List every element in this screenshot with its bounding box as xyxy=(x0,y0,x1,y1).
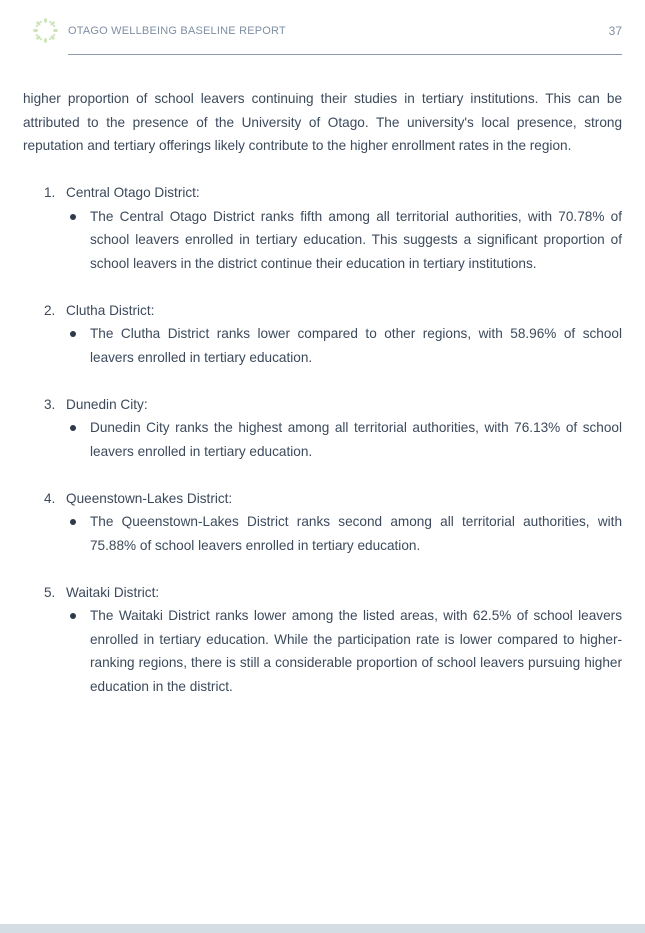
list-item xyxy=(23,487,622,558)
bullet-icon xyxy=(70,214,76,220)
bullet-item xyxy=(23,205,622,276)
list-item xyxy=(23,299,622,370)
footer-bar xyxy=(0,924,645,933)
bullet-list xyxy=(23,510,622,557)
bullet-item xyxy=(23,322,622,369)
bullet-list xyxy=(23,322,622,369)
list-item-number: 4. xyxy=(44,490,56,506)
bullet-icon xyxy=(70,425,76,431)
list-item xyxy=(23,581,622,699)
bullet-item xyxy=(23,510,622,557)
list-item-heading xyxy=(23,487,622,511)
intro-paragraph: higher proportion of school leavers continuing their studies in tertiary institutions. This can be attributed to the presence of the University of Otago. The university's local presence, strong reputation and tertiary offerings likely contribute to the higher enrollment rates in the region. xyxy=(23,91,622,153)
bullet-list xyxy=(23,205,622,276)
bullet-icon xyxy=(70,519,76,525)
bullet-icon xyxy=(70,613,76,619)
list-item-heading xyxy=(23,299,622,323)
page-content xyxy=(23,87,622,722)
district-name: Waitaki District: xyxy=(66,584,160,600)
district-name: Clutha District: xyxy=(66,302,155,318)
page-header xyxy=(0,0,645,56)
list-item-number: 2. xyxy=(44,302,56,318)
list-item-number: 5. xyxy=(44,584,56,600)
bullet-text: The Queenstown-Lakes District ranks second among all territorial authorities, with 75.88% of school leavers enrolled in tertiary education. xyxy=(90,514,622,553)
bullet-icon xyxy=(70,331,76,337)
bullet-list xyxy=(23,416,622,463)
list-item-heading xyxy=(23,393,622,417)
list-item xyxy=(23,393,622,464)
header-divider xyxy=(68,54,622,55)
bullet-text: Dunedin City ranks the highest among all territorial authorities, with 76.13% of school leavers enrolled in tertiary education. xyxy=(90,420,622,459)
page-number: 37 xyxy=(608,24,622,38)
list-item-number: 3. xyxy=(44,396,56,412)
list-item-number: 1. xyxy=(44,185,56,200)
list-item xyxy=(23,181,622,275)
leaf-wreath-logo-icon xyxy=(33,18,58,43)
district-list xyxy=(23,181,622,698)
list-item-heading xyxy=(23,181,622,205)
list-item-heading xyxy=(23,581,622,605)
district-name: Queenstown-Lakes District: xyxy=(66,490,233,506)
bullet-item xyxy=(23,604,622,698)
district-name: Dunedin City: xyxy=(66,396,148,412)
report-title: OTAGO WELLBEING BASELINE REPORT xyxy=(68,25,286,37)
bullet-text: The Clutha District ranks lower compared to other regions, with 58.96% of school leavers enrolled in tertiary education. xyxy=(90,326,622,365)
bullet-item xyxy=(23,416,622,463)
bullet-text: The Central Otago District ranks fifth among all territorial authorities, with 70.78% of school leavers enrolled in tertiary education. This suggests a significant proportion of school leavers in the district continue their education in tertiary institutions. xyxy=(90,208,622,271)
bullet-text: The Waitaki District ranks lower among the listed areas, with 62.5% of school leavers enrolled in tertiary education. While the participation rate is lower compared to higher-ranking regions, there is still a considerable proportion of school leavers pursuing higher education in the district. xyxy=(90,608,622,694)
bullet-list xyxy=(23,604,622,698)
district-name: Central Otago District: xyxy=(66,185,200,200)
